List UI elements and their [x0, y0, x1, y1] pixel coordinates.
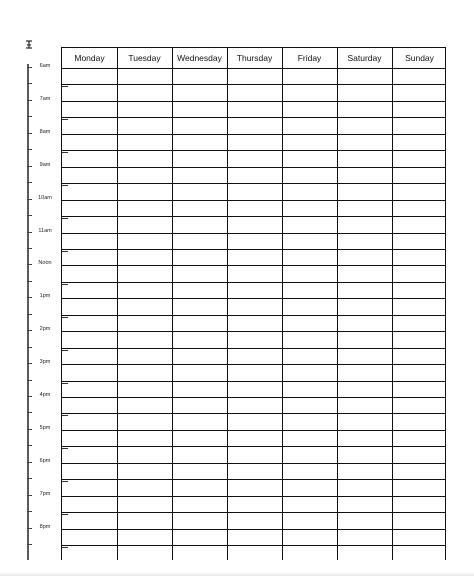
- time-tick: [27, 133, 32, 134]
- time-tick: [27, 67, 32, 68]
- schedule-cell[interactable]: [172, 512, 227, 528]
- schedule-cell[interactable]: [392, 282, 447, 298]
- schedule-cell[interactable]: [337, 167, 392, 183]
- schedule-cell[interactable]: [172, 150, 227, 166]
- time-label: 4pm: [39, 392, 51, 398]
- schedule-cell[interactable]: [282, 167, 337, 183]
- schedule-cell[interactable]: [62, 134, 117, 150]
- time-label: 9am: [39, 161, 51, 168]
- schedule-cell[interactable]: [117, 134, 172, 150]
- schedule-cell[interactable]: [117, 479, 172, 495]
- schedule-cell[interactable]: [117, 529, 172, 545]
- schedule-cell[interactable]: [172, 381, 227, 397]
- time-label: 10am: [38, 194, 52, 201]
- schedule-cell[interactable]: [172, 496, 227, 512]
- schedule-cell[interactable]: [337, 529, 392, 545]
- time-tick: [27, 199, 32, 200]
- schedule-cell[interactable]: [172, 364, 227, 380]
- schedule-cell[interactable]: [227, 315, 282, 331]
- schedule-cell[interactable]: [392, 331, 447, 347]
- time-label: 7am: [39, 95, 51, 102]
- schedule-cell[interactable]: [282, 364, 337, 380]
- schedule-cell[interactable]: [392, 413, 447, 429]
- page-edge: [0, 572, 474, 576]
- schedule-cell[interactable]: [392, 381, 447, 397]
- weekly-schedule-grid: [61, 47, 446, 560]
- schedule-cell[interactable]: [62, 463, 117, 479]
- half-hour-tick: [27, 511, 32, 512]
- time-tick: [27, 396, 32, 397]
- schedule-cell[interactable]: [282, 348, 337, 364]
- schedule-cell[interactable]: [172, 397, 227, 413]
- schedule-cell[interactable]: [282, 216, 337, 232]
- schedule-cell[interactable]: [282, 430, 337, 446]
- schedule-cell[interactable]: [227, 167, 282, 183]
- schedule-cell[interactable]: [172, 134, 227, 150]
- schedule-cell[interactable]: [282, 463, 337, 479]
- schedule-cell[interactable]: [117, 150, 172, 166]
- schedule-cell[interactable]: [227, 68, 282, 84]
- time-label: 5pm: [39, 424, 51, 431]
- schedule-cell[interactable]: [172, 249, 227, 265]
- schedule-cell[interactable]: [117, 282, 172, 298]
- schedule-cell[interactable]: [62, 84, 117, 100]
- schedule-cell[interactable]: [117, 397, 172, 413]
- schedule-cell[interactable]: [227, 413, 282, 429]
- schedule-cell[interactable]: [62, 265, 117, 281]
- schedule-cell[interactable]: [117, 496, 172, 512]
- half-hour-tick: [27, 380, 32, 381]
- schedule-cell[interactable]: [392, 298, 447, 314]
- time-label: 8pm: [39, 523, 51, 530]
- schedule-cell[interactable]: [62, 298, 117, 314]
- schedule-cell[interactable]: [392, 463, 447, 479]
- schedule-cell[interactable]: [172, 413, 227, 429]
- half-hour-tick: [27, 248, 32, 249]
- schedule-cell[interactable]: [227, 233, 282, 249]
- schedule-cell[interactable]: [337, 463, 392, 479]
- schedule-cell[interactable]: [62, 364, 117, 380]
- schedule-cell[interactable]: [337, 364, 392, 380]
- schedule-cell[interactable]: [62, 446, 117, 462]
- schedule-cell[interactable]: [282, 117, 337, 133]
- schedule-cell[interactable]: [282, 331, 337, 347]
- schedule-cell[interactable]: [62, 282, 117, 298]
- day-header-sunday: Sunday: [405, 53, 434, 63]
- schedule-cell[interactable]: [392, 200, 447, 216]
- schedule-cell[interactable]: [62, 200, 117, 216]
- schedule-cell[interactable]: [117, 512, 172, 528]
- schedule-cell[interactable]: [337, 348, 392, 364]
- schedule-cell[interactable]: [337, 479, 392, 495]
- day-header-thursday: Thursday: [236, 53, 273, 63]
- schedule-cell[interactable]: [392, 183, 447, 199]
- schedule-cell[interactable]: [337, 200, 392, 216]
- schedule-cell[interactable]: [282, 315, 337, 331]
- schedule-cell[interactable]: [337, 134, 392, 150]
- schedule-cell[interactable]: [282, 496, 337, 512]
- schedule-cell[interactable]: [227, 84, 282, 100]
- schedule-cell[interactable]: [392, 446, 447, 462]
- schedule-cell[interactable]: [392, 529, 447, 545]
- schedule-cell[interactable]: [392, 479, 447, 495]
- schedule-cell[interactable]: [282, 134, 337, 150]
- half-hour-tick: [27, 347, 32, 348]
- schedule-cell[interactable]: [392, 348, 447, 364]
- schedule-cell[interactable]: [282, 233, 337, 249]
- schedule-cell[interactable]: [337, 117, 392, 133]
- half-hour-tick: [27, 544, 32, 545]
- schedule-cell[interactable]: [337, 101, 392, 117]
- schedule-cell[interactable]: [282, 381, 337, 397]
- schedule-cell[interactable]: [282, 397, 337, 413]
- schedule-cell[interactable]: [62, 101, 117, 117]
- schedule-cell[interactable]: [337, 512, 392, 528]
- schedule-cell[interactable]: [172, 315, 227, 331]
- schedule-cell[interactable]: [117, 381, 172, 397]
- schedule-cell[interactable]: [227, 150, 282, 166]
- schedule-cell[interactable]: [62, 183, 117, 199]
- schedule-cell[interactable]: [392, 496, 447, 512]
- schedule-cell[interactable]: [282, 249, 337, 265]
- schedule-cell[interactable]: [337, 233, 392, 249]
- time-tick: [27, 363, 32, 364]
- schedule-cell[interactable]: [282, 68, 337, 84]
- schedule-cell[interactable]: [392, 216, 447, 232]
- schedule-cell[interactable]: [62, 233, 117, 249]
- schedule-cell[interactable]: [62, 216, 117, 232]
- schedule-cell[interactable]: [62, 331, 117, 347]
- schedule-cell[interactable]: [117, 348, 172, 364]
- schedule-cell[interactable]: [337, 68, 392, 84]
- schedule-cell[interactable]: [392, 249, 447, 265]
- schedule-cell[interactable]: [282, 479, 337, 495]
- schedule-cell[interactable]: [117, 364, 172, 380]
- schedule-cell[interactable]: [337, 183, 392, 199]
- schedule-cell[interactable]: [392, 233, 447, 249]
- schedule-cell[interactable]: [62, 512, 117, 528]
- half-hour-tick: [27, 182, 32, 183]
- schedule-cell[interactable]: [227, 430, 282, 446]
- day-header-tuesday: Tuesday: [128, 53, 161, 63]
- schedule-cell[interactable]: [117, 315, 172, 331]
- schedule-cell[interactable]: [337, 397, 392, 413]
- schedule-cell[interactable]: [282, 298, 337, 314]
- schedule-cell[interactable]: [172, 331, 227, 347]
- schedule-cell[interactable]: [62, 430, 117, 446]
- half-hour-tick: [27, 478, 32, 479]
- schedule-cell[interactable]: [282, 282, 337, 298]
- schedule-cell[interactable]: [392, 101, 447, 117]
- schedule-cell[interactable]: [117, 216, 172, 232]
- schedule-cell[interactable]: [117, 463, 172, 479]
- schedule-cell[interactable]: [117, 265, 172, 281]
- half-hour-tick: [27, 215, 32, 216]
- schedule-cell[interactable]: [227, 282, 282, 298]
- schedule-cell[interactable]: [227, 298, 282, 314]
- schedule-cell[interactable]: [227, 249, 282, 265]
- schedule-cell[interactable]: [227, 265, 282, 281]
- schedule-cell[interactable]: [172, 216, 227, 232]
- schedule-cell[interactable]: [282, 150, 337, 166]
- time-label: 6pm: [39, 457, 51, 464]
- schedule-cell[interactable]: [117, 233, 172, 249]
- time-tick: [27, 330, 32, 331]
- schedule-cell[interactable]: [117, 413, 172, 429]
- schedule-cell[interactable]: [337, 315, 392, 331]
- schedule-cell[interactable]: [172, 298, 227, 314]
- schedule-cell[interactable]: [392, 117, 447, 133]
- schedule-cell[interactable]: [227, 331, 282, 347]
- schedule-cell[interactable]: [337, 413, 392, 429]
- schedule-cell[interactable]: [117, 101, 172, 117]
- schedule-cell[interactable]: [62, 315, 117, 331]
- schedule-cell[interactable]: [172, 101, 227, 117]
- schedule-cell[interactable]: [392, 68, 447, 84]
- schedule-cell[interactable]: [337, 216, 392, 232]
- half-hour-tick: [27, 116, 32, 117]
- schedule-cell[interactable]: [172, 200, 227, 216]
- time-label: 7pm: [39, 490, 51, 497]
- half-hour-tick: [27, 281, 32, 282]
- schedule-cell[interactable]: [337, 298, 392, 314]
- schedule-cell[interactable]: [337, 430, 392, 446]
- schedule-cell[interactable]: [227, 216, 282, 232]
- day-header-wednesday: Wednesday: [177, 53, 222, 63]
- schedule-cell[interactable]: [62, 381, 117, 397]
- time-tick: [27, 100, 32, 101]
- schedule-cell[interactable]: [172, 479, 227, 495]
- half-hour-tick: [27, 83, 32, 84]
- schedule-cell[interactable]: [62, 529, 117, 545]
- schedule-cell[interactable]: [172, 463, 227, 479]
- schedule-cell[interactable]: [172, 265, 227, 281]
- schedule-cell[interactable]: [392, 265, 447, 281]
- time-label: 6am: [39, 63, 51, 69]
- day-header-saturday: Saturday: [347, 53, 382, 63]
- schedule-cell[interactable]: [337, 249, 392, 265]
- schedule-cell[interactable]: [62, 413, 117, 429]
- schedule-cell[interactable]: [62, 496, 117, 512]
- schedule-cell[interactable]: [392, 150, 447, 166]
- schedule-cell[interactable]: [172, 529, 227, 545]
- schedule-cell[interactable]: [227, 529, 282, 545]
- schedule-cell[interactable]: [337, 446, 392, 462]
- schedule-cell[interactable]: [117, 183, 172, 199]
- time-tick: [27, 528, 32, 529]
- schedule-cell[interactable]: [227, 183, 282, 199]
- time-tick: [27, 429, 32, 430]
- schedule-cell[interactable]: [62, 150, 117, 166]
- schedule-cell[interactable]: [117, 68, 172, 84]
- schedule-cell[interactable]: [172, 430, 227, 446]
- time-label: 3pm: [39, 359, 51, 366]
- schedule-cell[interactable]: [227, 381, 282, 397]
- schedule-cell[interactable]: [392, 167, 447, 183]
- schedule-cell[interactable]: [117, 84, 172, 100]
- schedule-cell[interactable]: [227, 397, 282, 413]
- schedule-cell[interactable]: [117, 117, 172, 133]
- schedule-cell[interactable]: [337, 150, 392, 166]
- schedule-cell[interactable]: [337, 496, 392, 512]
- half-hour-tick: [27, 445, 32, 446]
- time-tick: [27, 462, 32, 463]
- schedule-cell[interactable]: [392, 364, 447, 380]
- schedule-cell[interactable]: [117, 167, 172, 183]
- schedule-cell[interactable]: [392, 397, 447, 413]
- time-label: 1pm: [39, 293, 51, 300]
- schedule-cell[interactable]: [227, 134, 282, 150]
- time-tick: [27, 297, 32, 298]
- schedule-cell[interactable]: [62, 397, 117, 413]
- schedule-cell[interactable]: [227, 364, 282, 380]
- time-label: 11am: [38, 227, 52, 234]
- time-rail: [27, 64, 29, 560]
- schedule-cell[interactable]: [227, 496, 282, 512]
- schedule-cell[interactable]: [392, 315, 447, 331]
- half-hour-tick: [27, 314, 32, 315]
- schedule-cell[interactable]: [172, 446, 227, 462]
- schedule-cell[interactable]: [392, 84, 447, 100]
- half-hour-tick: [27, 412, 32, 413]
- schedule-cell[interactable]: [282, 529, 337, 545]
- schedule-cell[interactable]: [62, 249, 117, 265]
- time-tick: [27, 264, 32, 265]
- schedule-cell[interactable]: [172, 282, 227, 298]
- schedule-cell[interactable]: [62, 167, 117, 183]
- time-tick: [27, 495, 32, 496]
- schedule-cell[interactable]: [172, 117, 227, 133]
- schedule-cell[interactable]: [282, 101, 337, 117]
- schedule-cell[interactable]: [117, 200, 172, 216]
- half-hour-tick: [27, 149, 32, 150]
- schedule-cell[interactable]: [172, 84, 227, 100]
- schedule-cell[interactable]: [227, 101, 282, 117]
- schedule-cell[interactable]: [282, 84, 337, 100]
- schedule-cell[interactable]: [337, 265, 392, 281]
- schedule-cell[interactable]: [172, 233, 227, 249]
- time-tick: [27, 166, 32, 167]
- schedule-cell[interactable]: [282, 183, 337, 199]
- schedule-cell[interactable]: [172, 348, 227, 364]
- schedule-cell[interactable]: [117, 446, 172, 462]
- schedule-cell[interactable]: [117, 430, 172, 446]
- time-label: 2pm: [39, 326, 51, 333]
- schedule-cell[interactable]: [337, 84, 392, 100]
- day-header-friday: Friday: [297, 53, 322, 63]
- day-header-monday: Monday: [74, 53, 105, 63]
- schedule-cell[interactable]: [117, 331, 172, 347]
- half-hour-line: [62, 545, 445, 546]
- schedule-cell[interactable]: [282, 200, 337, 216]
- time-label: 8am: [39, 128, 51, 135]
- schedule-cell[interactable]: [337, 331, 392, 347]
- schedule-cell[interactable]: [392, 512, 447, 528]
- schedule-cell[interactable]: [282, 413, 337, 429]
- schedule-cell[interactable]: [62, 479, 117, 495]
- schedule-cell[interactable]: [172, 167, 227, 183]
- schedule-cell[interactable]: [392, 430, 447, 446]
- schedule-cell[interactable]: [227, 512, 282, 528]
- schedule-cell[interactable]: [227, 479, 282, 495]
- schedule-cell[interactable]: [392, 134, 447, 150]
- schedule-cell[interactable]: [172, 68, 227, 84]
- schedule-cell[interactable]: [227, 446, 282, 462]
- schedule-cell[interactable]: [282, 512, 337, 528]
- time-label: Noon: [38, 260, 52, 267]
- schedule-cell[interactable]: [282, 446, 337, 462]
- schedule-cell[interactable]: [62, 348, 117, 364]
- schedule-cell[interactable]: [227, 348, 282, 364]
- schedule-cell[interactable]: [227, 463, 282, 479]
- schedule-cell[interactable]: [282, 265, 337, 281]
- schedule-cell[interactable]: [117, 249, 172, 265]
- schedule-cell[interactable]: [337, 282, 392, 298]
- schedule-cell[interactable]: [117, 298, 172, 314]
- time-tick: [27, 232, 32, 233]
- schedule-cell[interactable]: [337, 381, 392, 397]
- schedule-cell[interactable]: [62, 68, 117, 84]
- schedule-cell[interactable]: [172, 183, 227, 199]
- schedule-cell[interactable]: [62, 117, 117, 133]
- schedule-cell[interactable]: [227, 200, 282, 216]
- schedule-cell[interactable]: [227, 117, 282, 133]
- text-cursor-icon: [24, 40, 34, 50]
